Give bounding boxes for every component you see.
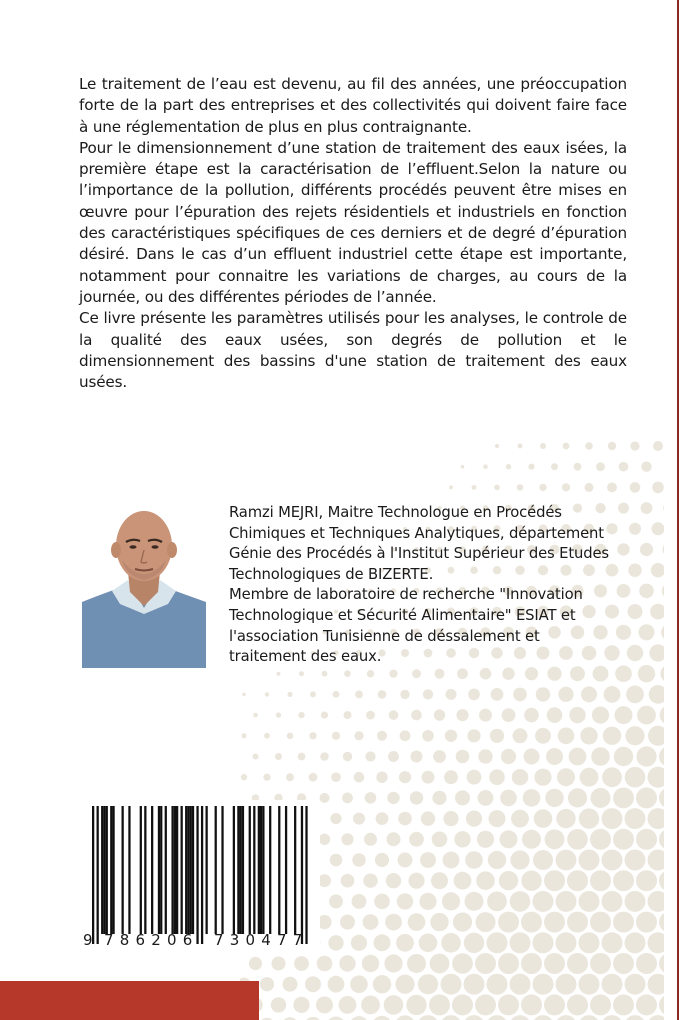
blurb-paragraph-1: Le traitement de l’eau est devenu, au fil des années, une préoccupation forte de la part des entreprises et des collectivités qui doivent faire face à une réglementation de plus en plus contraignante. bbox=[79, 75, 627, 136]
bio-line: Technologique et Sécurité Alimentaire" ESIAT et bbox=[229, 606, 576, 624]
blurb-paragraph-2: Pour le dimensionnement d’une station de traitement des eaux isées, la première étape est la caractérisation de l’effluent.Selon la nature ou l’importance de la pollution, différents procédés peuvent être mises en œuvre pour l’épuration des rejets résidentiels et industriels en fonction des caractéristiques spécifiques de ces derniers et de degré d’épuration désiré. Dans le cas d’un effluent industriel cette étape est importante, notamment pour connaitre les variations de charges, au cours de la journée, ou des différentes périodes de l’année. bbox=[79, 138, 627, 306]
bio-line: l'association Tunisienne de déssalement et bbox=[229, 627, 540, 645]
barcode-right-digits: 730477 bbox=[214, 931, 309, 949]
blurb-paragraph-3: Ce livre présente les paramètres utilisés pour les analyses, le controle de la qualité des eaux usées, son degrés de pollution et le dimensionnement des bassins d'une station de traitement des eaux usées. bbox=[79, 309, 627, 392]
bio-line: traitement des eaux. bbox=[229, 648, 382, 666]
right-edge-rule bbox=[677, 0, 679, 1020]
barcode-lead-digit: 9 bbox=[83, 931, 93, 949]
author-bio bbox=[229, 503, 639, 668]
author-photo bbox=[82, 506, 206, 668]
bio-line: Technologiques de BIZERTE. bbox=[229, 565, 434, 583]
bio-line: Chimiques et Techniques Analytiques, département bbox=[229, 524, 604, 542]
barcode-left-digits: 786206 bbox=[104, 931, 199, 949]
isbn-barcode bbox=[80, 800, 320, 950]
bio-line: Ramzi MEJRI, Maitre Technologue en Procédés bbox=[229, 504, 562, 521]
bio-line: Membre de laboratoire de recherche "Innovation bbox=[229, 586, 583, 604]
red-accent-band bbox=[0, 981, 259, 1020]
back-cover-blurb bbox=[79, 74, 627, 393]
bio-line: Génie des Procédés à l'Institut Supérieur des Etudes bbox=[229, 545, 609, 563]
